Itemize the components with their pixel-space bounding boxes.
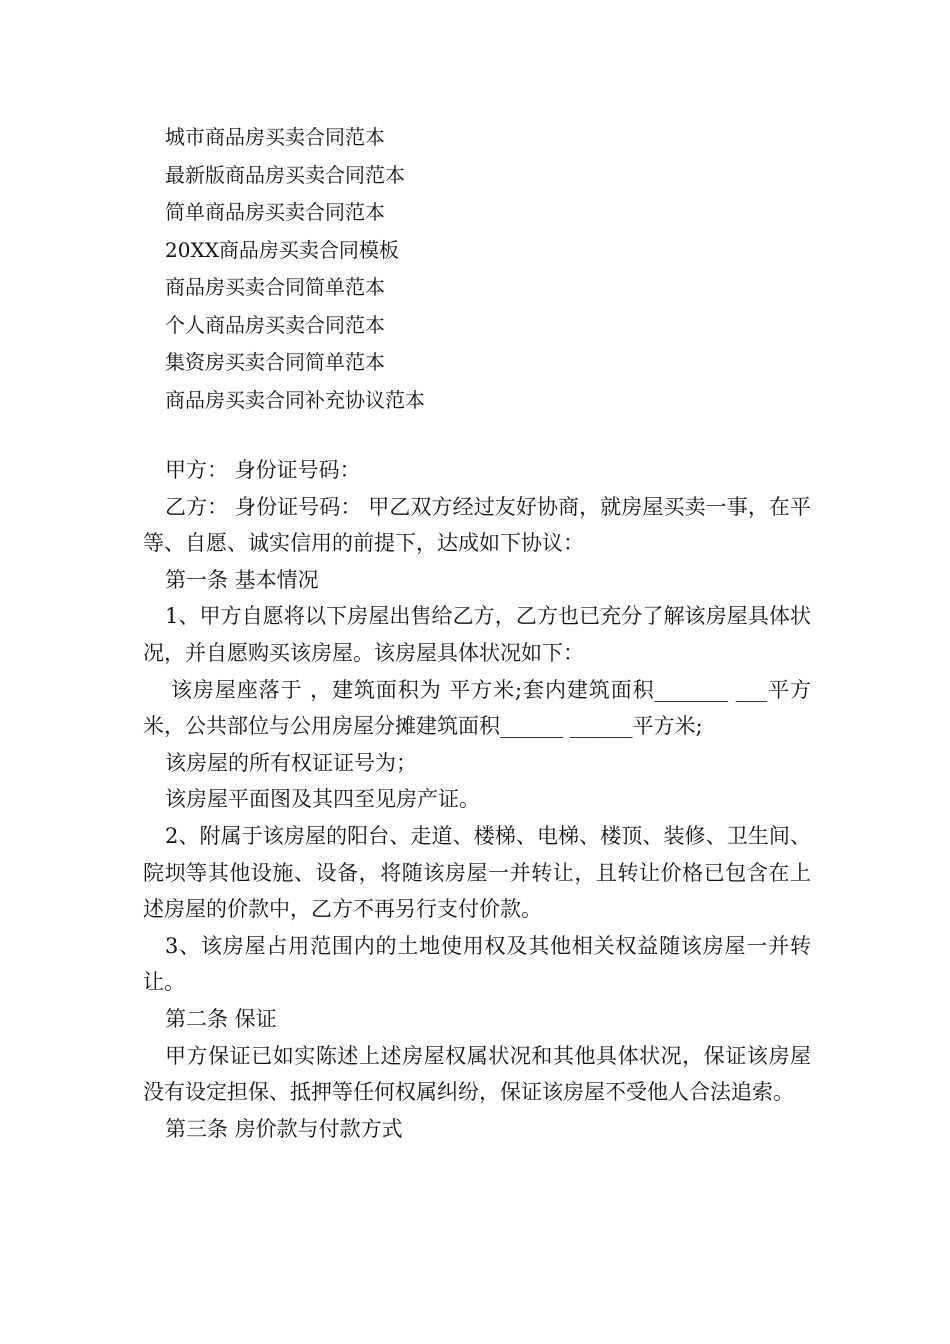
related-link[interactable]: 集资房买卖合同简单范本 [165,350,385,374]
related-link[interactable]: 20XX商品房买卖合同模板 [165,237,399,262]
article-1-paragraph: 该房屋座落于 ，建筑面积为 平方米;套内建筑面积_______ ___平方米，公共部位与公用房屋分摊建筑面积______ ______平方米; [143,677,811,739]
related-link[interactable]: 最新版商品房买卖合同范本 [165,162,405,187]
related-links-list [165,119,425,419]
related-link[interactable]: 简单商品房买卖合同范本 [165,200,385,224]
article-1-title: 第一条 基本情况 [165,567,319,592]
related-link[interactable]: 城市商品房买卖合同范本 [165,125,385,149]
article-2-title: 第二条 保证 [165,1006,277,1031]
related-link[interactable]: 个人商品房买卖合同范本 [165,312,385,337]
article-1-paragraph: 2、附属于该房屋的阳台、走道、楼梯、电梯、楼顶、装修、卫生间、院坝等其他设施、设备，将随该房屋一并转让，且转让价格已包含在上述房屋的价款中，乙方不再另行支付价款。 [143,823,811,922]
article-2-paragraph: 甲方保证已如实陈述上述房屋权属状况和其他具体状况，保证该房屋没有设定担保、抵押等任何权属纠纷，保证该房屋不受他人合法追索。 [143,1043,811,1105]
related-link[interactable]: 商品房买卖合同补充协议范本 [165,387,425,412]
party-b-intro: 乙方： 身份证号码： 甲乙双方经过友好协商，就房屋买卖一事，在平等、自愿、诚实信用的前提下，达成如下协议： [143,494,811,556]
article-1-paragraph: 1、甲方自愿将以下房屋出售给乙方，乙方也已充分了解该房屋具体状况，并自愿购买该房屋。该房屋具体状况如下： [143,604,811,665]
party-a-line: 甲方： 身份证号码： [165,458,361,482]
article-1-paragraph: 该房屋平面图及其四至见房产证。 [165,787,480,812]
article-1-paragraph: 3、该房屋占用范围内的土地使用权及其他相关权益随该房屋一并转让。 [143,933,811,995]
article-1-paragraph: 该房屋的所有权证证号为； [165,750,417,775]
related-link[interactable]: 商品房买卖合同简单范本 [165,275,385,299]
article-3-title: 第三条 房价款与付款方式 [165,1116,403,1141]
contract-body [143,452,811,1147]
